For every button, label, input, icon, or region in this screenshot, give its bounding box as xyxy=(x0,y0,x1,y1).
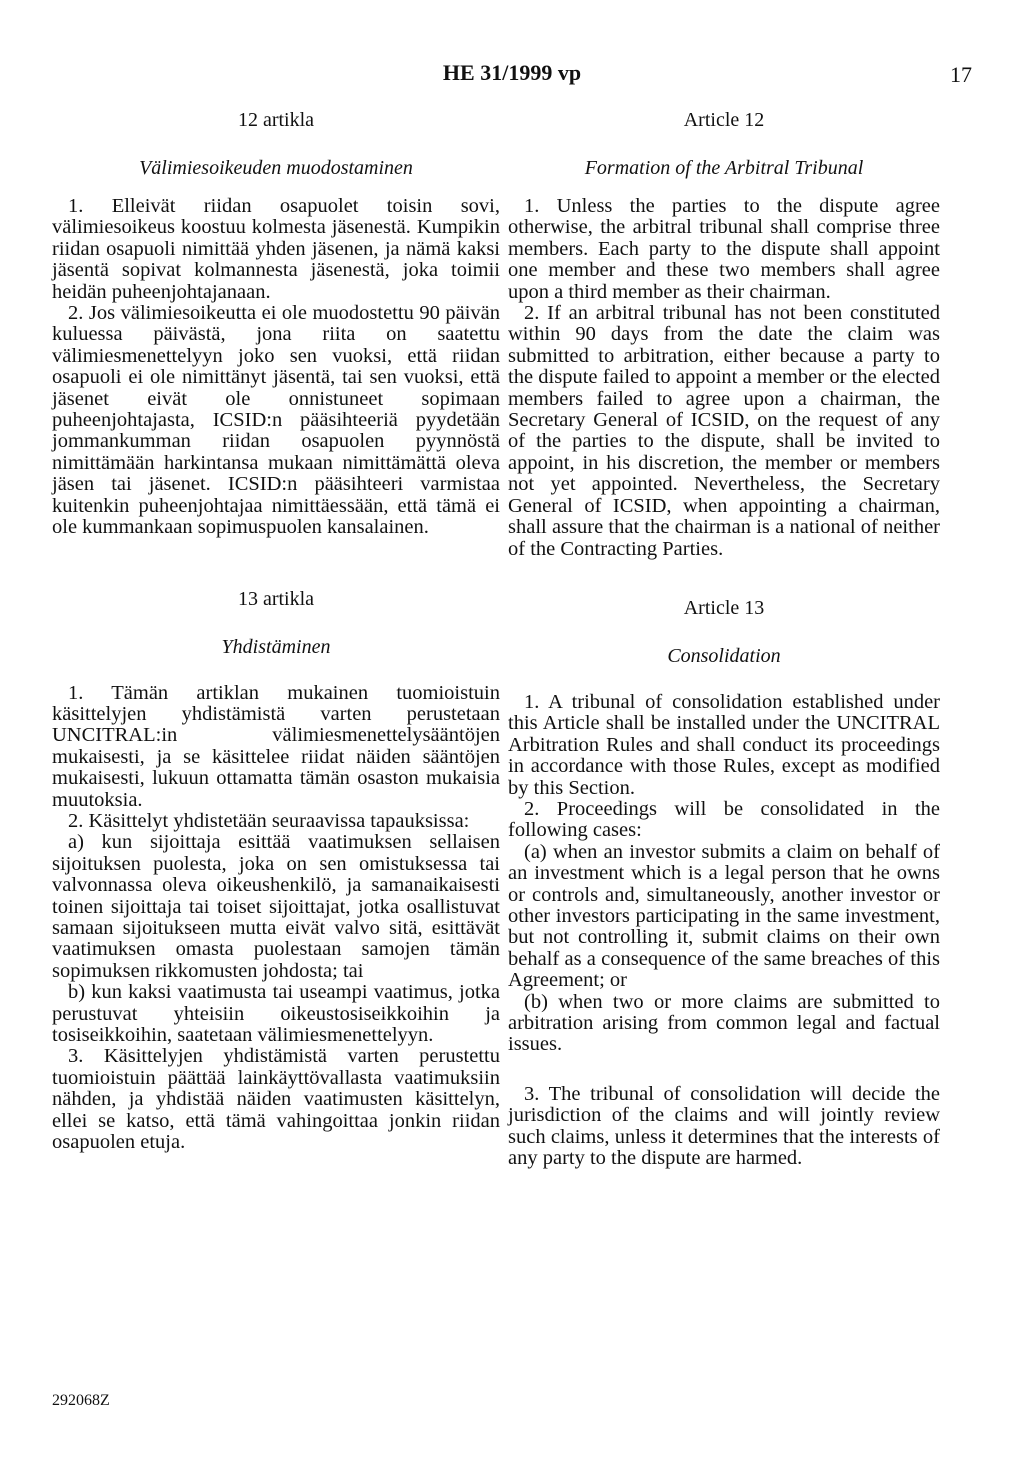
article-13-paragraph-2-fi: 2. Käsittelyt yhdistetään seuraavissa tapauksissa: xyxy=(68,809,470,832)
article-12-paragraph-1-en: 1. Unless the parties to the dispute agree otherwise, the arbitral tribunal shall comprise three members. Each party to the dispute shall appoint one member and these two members shall agree upon a third member as their chairman. xyxy=(508,195,940,303)
article-12-heading-en: Article 12 xyxy=(683,109,765,131)
article-13-subheading-en: Consolidation xyxy=(667,644,781,667)
document-header-title: HE 31/1999 vp xyxy=(442,60,582,85)
article-13-heading-en: Article 13 xyxy=(683,596,765,619)
article-13-item-b-en: (b) when two or more claims are submitted to arbitration arising from common legal and factual issues. xyxy=(508,990,940,1056)
article-12-paragraph-2-fi: 2. Jos välimiesoikeutta ei ole muodostettu 90 päivän kuluessa päivästä, jona riita on saatettu välimiesmenettelyyn joko sen vuoksi, että riidan osapuoli ei ole nimittänyt jäsentä, tai sen vuoksi, että jäsenet eivät ole onnistuneet sopimaan puheenjohtajasta, ICSID:n pääsihteeriä pyydetään jommankumman riidan osapuolen pyynnöstä nimittämään harkintansa mukaan nimittämättä oleva jäsen tai jäsenet. ICSID:n pääsihteeri varmistaa kuitenkin puheenjohtajaa nimittäessään, että tämä ei ole kummankaan sopimuspuolen kansalainen. xyxy=(52,302,500,539)
page-number: 17 xyxy=(950,62,972,87)
article-12-heading-fi: 12 artikla xyxy=(237,109,315,131)
article-13-paragraph-1-en: 1. A tribunal of consolidation established under this Article shall be installed under the UNCITRAL Arbitration Rules and shall conduct its proceedings in accordance with those Rules, except as modified by this Section. xyxy=(508,690,940,799)
article-12-subheading-fi: Välimiesoikeuden muodostaminen xyxy=(139,157,413,179)
footer-document-code: 292068Z xyxy=(52,1392,110,1409)
article-13-paragraph-1-fi: 1. Tämän artiklan mukainen tuomioistuin käsittelyjen yhdistämistä varten perustetaan UNCITRAL:in välimiesmenettelysääntöjen mukaisesti, ja se käsittelee riidat näiden sääntöjen mukaisesti, lukuun ottamatta tämän osaston mukaisia muutoksia. xyxy=(52,681,500,811)
article-12-paragraph-2-en: 2. If an arbitral tribunal has not been constituted within 90 days from the date the claim was submitted to arbitration, either because a party to the dispute failed to appoint a member or the elected members failed to agree upon a chairman, the Secretary General of ICSID, on the request of any of the parties to the dispute, shall be invited to appoint, in his discretion, the member or members not yet appointed. Nevertheless, the Secretary General of ICSID, when appointing a chairman, shall assure that the chairman is a national of neither of the Contracting Parties. xyxy=(508,302,940,560)
article-13-paragraph-3-en: 3. The tribunal of consolidation will decide the jurisdiction of the claims and will jointly review such claims, unless it determines that the interests of any party to the dispute are harmed. xyxy=(508,1082,940,1170)
article-13-subheading-fi: Yhdistäminen xyxy=(221,635,331,658)
article-13-item-a-fi: a) kun sijoittaja esittää vaatimuksen sellaisen sijoituksen puolesta, joka on sen omistuksessa tai valvonnassa oleva oikeushenkilö, ja samanaikaisesti toinen sijoittaja tai toiset sijoittajat, jotka osallistuvat samaan sijoitukseen mutta eivät valvo sitä, esittävät vaatimuksen omasta puolestaan samojen tämän sopimuksen rikkomusten johdosta; tai xyxy=(52,831,500,982)
article-13-heading-fi: 13 artikla xyxy=(237,587,315,610)
article-12-paragraph-1-fi: 1. Elleivät riidan osapuolet toisin sovi, välimiesoikeus koostuu kolmesta jäsenestä. Kumpikin riidan osapuoli nimittää yhden jäsenen, ja nämä kaksi jäsentä sopivat kolmannesta jäsenestä, joka toimii heidän puheenjohtajanaan. xyxy=(52,195,500,303)
article-13-paragraph-3-fi: 3. Käsittelyjen yhdistämistä varten perustettu tuomioistuin päättää lainkäyttövallasta vaatimuksiin nähden, ja yhdistää näiden vaatimusten käsittelyn, ellei se katso, että tämä vahingoittaa jonkin riidan osapuolen etuja. xyxy=(52,1045,500,1154)
article-13-paragraph-2-en: 2. Proceedings will be consolidated in the following cases: xyxy=(508,797,940,842)
right-column xyxy=(508,108,940,1169)
article-13-item-a-en: (a) when an investor submits a claim on behalf of an investment which is a legal person that he owns or controls and, simultaneously, another investor or other investors participating in the same investment, but not controlling it, submit claims on their own behalf as a consequence of the same breaches of this Agreement; or xyxy=(508,840,940,992)
left-column xyxy=(52,108,500,1153)
article-12-subheading-en: Formation of the Arbitral Tribunal xyxy=(584,157,864,179)
article-13-item-b-fi: b) kun kaksi vaatimusta tai useampi vaatimus, jotka perustuvat yhteisiin oikeustosiseikkoihin ja tosiseikkoihin, saatetaan välimiesmenettelyyn. xyxy=(52,981,500,1046)
